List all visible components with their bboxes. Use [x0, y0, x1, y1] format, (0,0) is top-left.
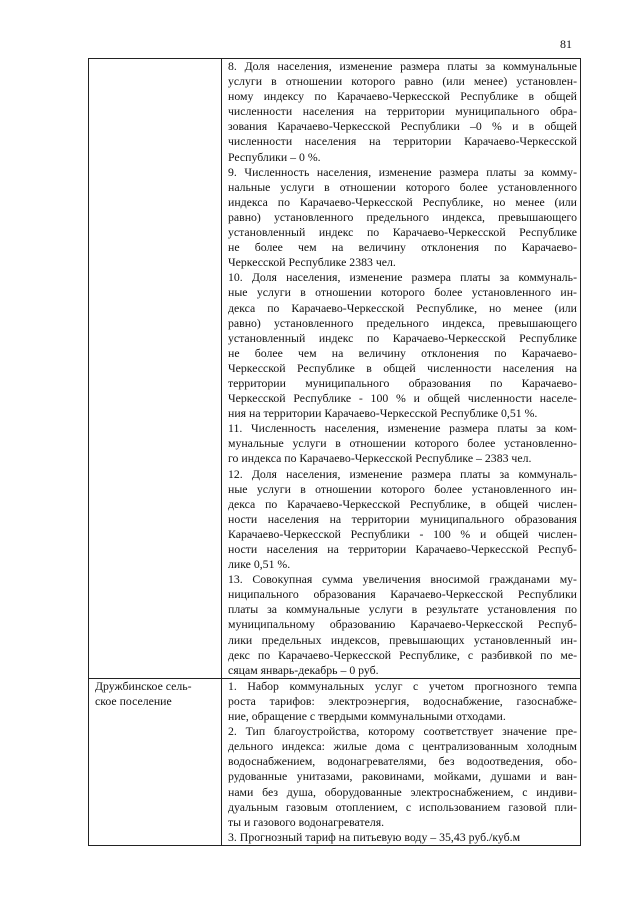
- text-line: зования Карачаево-Черкесской Республики –0 % и в общей: [228, 119, 577, 134]
- text-line: ние, обращение с твердыми коммунальными отходами.: [228, 709, 506, 724]
- text-line: Карачаево-Черкесской Республики - 100 % и общей числен-: [228, 526, 577, 541]
- table-row: [89, 678, 581, 845]
- text-line: сяцам январь-декабрь – 0 руб.: [228, 662, 379, 677]
- text-line: платы за коммунальные услуги в результате установления по: [228, 602, 577, 617]
- text-line: установленный индекс по Карачаево-Черкесской Республике: [228, 330, 577, 345]
- text-line: ния на территории Карачаево-Черкесской Республике 0,51 %.: [228, 406, 538, 421]
- indicators-cell: [222, 678, 581, 845]
- text-line: ты и газового водонагревателя.: [228, 814, 385, 829]
- text-line: роста тарифов: электроэнергия, водоснабжение, газоснабже-: [228, 693, 577, 708]
- text-line: 11. Численность населения, изменение размера платы за ком-: [228, 421, 577, 436]
- text-line: услуги в отношении которого равно (или менее) установлен-: [228, 74, 577, 89]
- text-line: территории муниципального образования по Карачаево-: [228, 375, 577, 390]
- table-body: [89, 59, 581, 846]
- text-line: 2. Тип благоустройства, которому соответствует значение пре-: [228, 724, 577, 739]
- text-line: Черкесской Республике 2383 чел.: [228, 255, 396, 270]
- text-line: численности населения на территории Карачаево-Черкесской: [228, 134, 577, 149]
- indicator-paragraph: [228, 467, 577, 573]
- page-number: 81: [560, 37, 572, 51]
- text-line: 12. Доля населения, изменение размера платы за коммуналь-: [228, 466, 577, 481]
- indicators-cell: [222, 59, 581, 679]
- text-line: лики предельных индексов, превышающих установленный ин-: [228, 632, 577, 647]
- indices-table: [88, 58, 581, 846]
- text-line: Черкесской Республике - 100 % и общей численности населе-: [228, 391, 577, 406]
- text-line: ности населения на территории Карачаево-Черкесской Респуб-: [228, 542, 577, 556]
- text-line: равно) установленного предельного индекса, превышающего: [228, 315, 577, 330]
- text-line: дельного индекса: жилые дома с централизованным холодным: [228, 739, 577, 754]
- text-line: декс по Карачаево-Черкесской Республике, с разбивкой по ме-: [228, 647, 577, 662]
- text-line: ности населения на территории муниципального образования: [228, 511, 577, 526]
- text-line: ному индексу по Карачаево-Черкесской Республике в общей: [228, 89, 577, 104]
- indicator-paragraph: [228, 270, 577, 421]
- indicator-paragraph: [228, 830, 577, 845]
- text-line: 10. Доля населения, изменение размера платы за коммуналь-: [228, 270, 577, 285]
- municipality-cell: [89, 678, 222, 845]
- text-line: дуальным газовым отоплением, с использованием газовой пли-: [228, 799, 577, 814]
- text-line: 1. Набор коммунальных услуг с учетом прогнозного темпа: [228, 678, 577, 693]
- text-line: не более чем на величину отклонения по Карачаево-: [228, 240, 577, 255]
- text-line: муниципальному образованию Карачаево-Черкесской Респуб-: [228, 617, 577, 632]
- text-line: равно) установленного предельного индекса, превышающего: [228, 209, 577, 224]
- text-line: 8. Доля населения, изменение размера платы за коммунальные: [228, 59, 577, 73]
- table-row: [89, 59, 581, 679]
- indicator-paragraph: [228, 679, 577, 724]
- text-line: Республики – 0 %.: [228, 149, 321, 164]
- text-line: Черкесской Республике в общей численности населения на: [228, 360, 577, 375]
- text-line: 13. Совокупная сумма увеличения вносимой гражданами му-: [228, 572, 577, 587]
- indicator-paragraph: [228, 421, 577, 466]
- text-line: лике 0,51 %.: [228, 557, 291, 572]
- text-line: водоснабжением, водонагревателями, без водоотведения, обо-: [228, 754, 577, 769]
- text-line: 3. Прогнозный тариф на питьевую воду – 35,43 руб./куб.м: [228, 829, 521, 844]
- text-line: 9. Численность населения, изменение размера платы за комму-: [228, 164, 577, 179]
- text-line: нальные услуги в отношении которого более установленного: [228, 179, 577, 194]
- text-line: го индекса по Карачаево-Черкесской Республике – 2383 чел.: [228, 451, 532, 466]
- text-line: нами без душа, оборудованные электроснабжением, с индиви-: [228, 784, 577, 799]
- text-line: ниципального образования Карачаево-Черкесской Республики: [228, 587, 577, 602]
- indicator-paragraph: [228, 165, 577, 271]
- municipality-cell: [89, 59, 222, 679]
- municipality-name-line: Дружбинское сель-: [95, 678, 192, 693]
- text-line: рудованные унитазами, раковинами, мойками, душами и ван-: [228, 769, 577, 784]
- text-line: численности населения на территории муниципального обра-: [228, 104, 577, 119]
- text-line: декса по Карачаево-Черкесской Республике, в общей числен-: [228, 496, 577, 511]
- indicator-paragraph: [228, 59, 577, 165]
- indicator-paragraph: [228, 572, 577, 678]
- text-line: мунальные услуги в отношении которого более установленно-: [228, 436, 577, 451]
- text-line: декса по Карачаево-Черкесской Республике, но менее (или: [228, 300, 577, 315]
- municipality-name-line: ское поселение: [95, 693, 172, 708]
- text-line: не более чем на величину отклонения по Карачаево-: [228, 345, 577, 360]
- text-line: ные услуги в отношении которого более установленного ин-: [228, 481, 577, 496]
- text-line: ные услуги в отношении которого более установленного ин-: [228, 285, 577, 300]
- indicator-paragraph: [228, 724, 577, 830]
- text-line: установленный индекс по Карачаево-Черкесской Республике: [228, 225, 577, 240]
- text-line: индекса по Карачаево-Черкесской Республике, но менее (или: [228, 194, 577, 209]
